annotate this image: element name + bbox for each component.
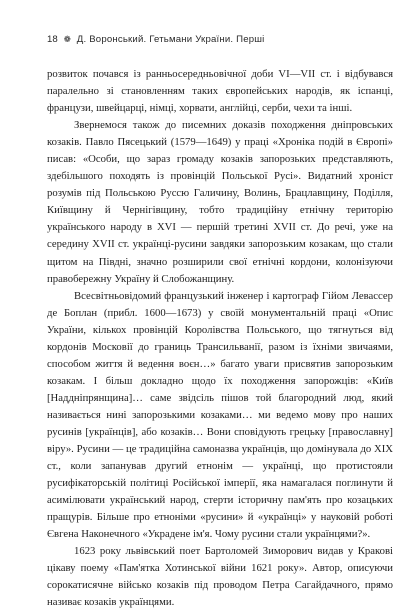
paragraph-zymorowicz: 1623 року львівський поет Бартоломей Зиморович видав у Кракові цікаву поему «Пам'ятка Хотинської війни 1621 року». Автор, описуючи сорокатисячне військо козаків під проводом Петра Сагайдачного, прямо називає козаків українцями. (47, 545, 393, 609)
running-title: Д. Воронський. Гетьмани України. Перші (76, 34, 265, 45)
flower-ornament-icon: ❁ (63, 34, 71, 44)
paragraph-continuation: розвиток почався із ранньосередньовічної доби VI—VII ст. і відбувався паралельно зі становленням таких європейських народів, як іспанці, французи, швейцарці, німці, хорвати, англійці, серби, чехи та інші. (47, 68, 393, 115)
running-head (47, 34, 399, 50)
page-number: 18 (47, 34, 58, 45)
paragraph-beauplan: Всесвітньовідомий французький інженер і картограф Гійом Левассер де Боплан (прибл. 1600—1673) у своїй монументальній праці «Опис України, кількох провінцій Королівства Польського, що тягнуться від кордонів Московії до границь Трансильванії, разом із їхніми звичаями, способом життя й ведення воєн…» багато уваги присвятив запорозьким козакам. І більш докладно щодо їх походження запорожців: «Київ [Наддніпрянщина]… саме звідсіль пішов той благородний люд, який називається нині запорозькими козаками… ми ведемо мову про наших русинів [українців], або козаків… Вони сповідують грецьку [православну] віру». Русини — це традиційна самоназва українців, що домінувала до XIX ст., коли запанував другий етнонім — українці, що протистояли русифікаторській політиці Російської імперії, яка намагалася поглинути й асимілювати український народ, стерти історичну пам'ять про козацьких пращурів. Більше про етноніми «русини» й «українці» у науковій роботі Євгена Наконечного «Украдене ім'я. Чому русини стали українцями?». (47, 289, 393, 541)
paragraph-piasecki: Звернемося також до писемних доказів походження дніпровських козаків. Павло Пясецький (1579—1649) у праці «Хроніка подій в Європі» писав: «Особи, що зараз громаду козаків запорозьких представляють, здебільшого походять із провінцій Польської Русі». Видатний хроніст розумів під Польською Руссю Галичину, Волинь, Брацлавщину, Поділля, Київщину й Чернігівщину, тобто традиційну етнічну територію українського народу в XVI — першій третині XVII ст. До речі, уже на середину XVII ст. українці-русини завдяки запорозьким козакам, що стали щитом на Півдні, значно розширили свої етнічні кордони, колонізуючи правобережну Україну й Слобожанщину. (47, 119, 393, 285)
body-text (47, 66, 393, 612)
